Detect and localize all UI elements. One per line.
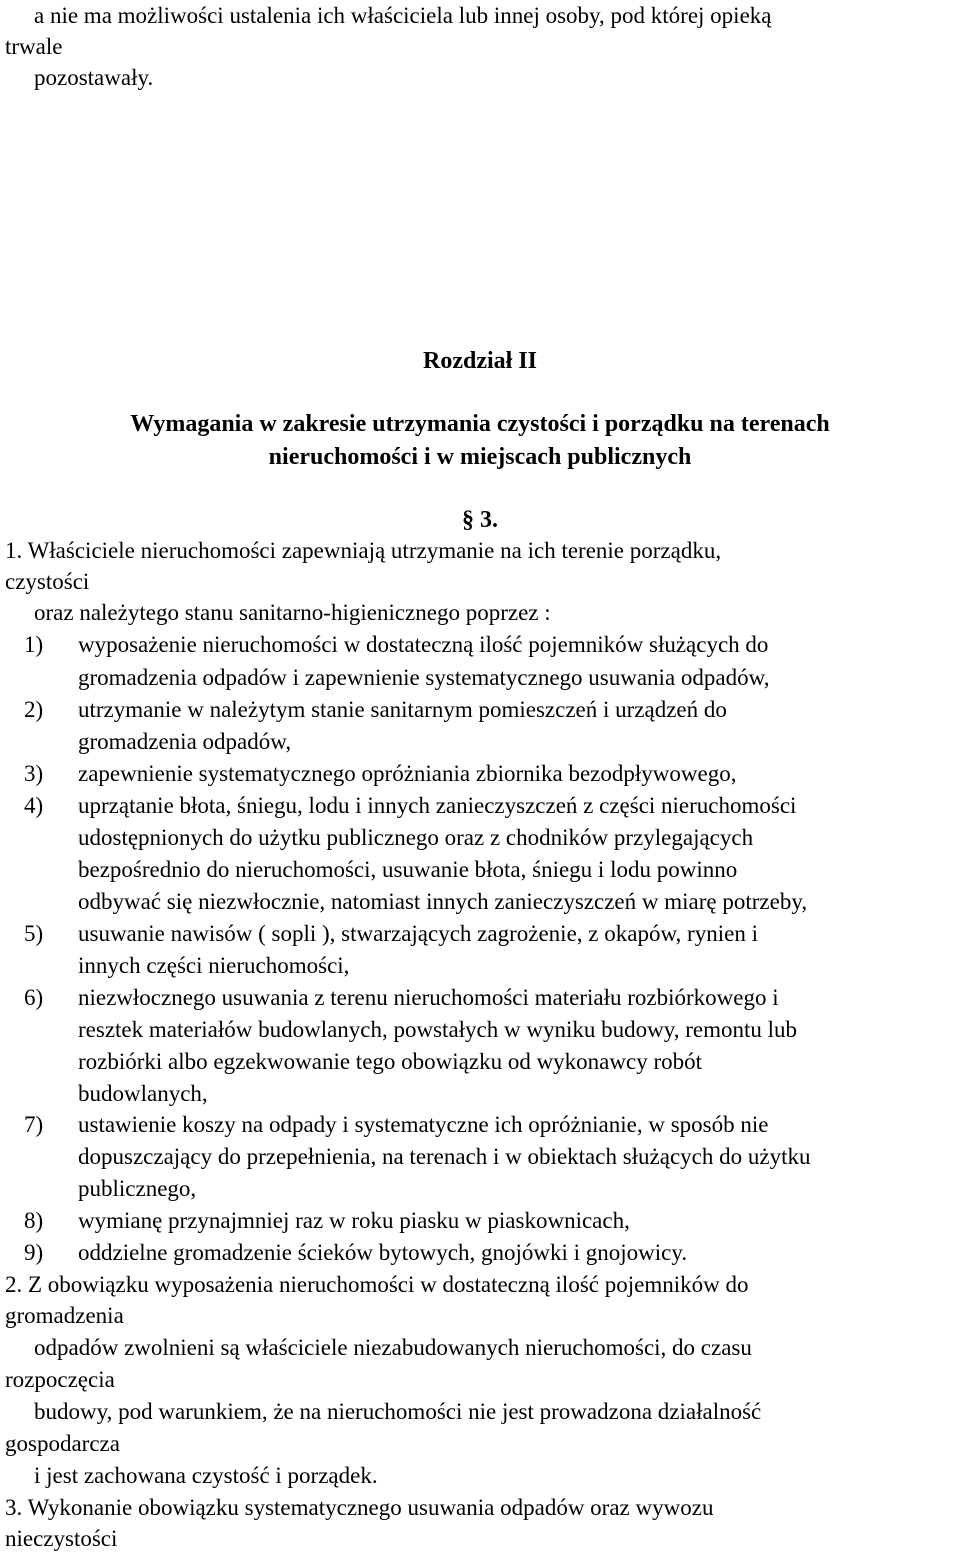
p1-line-2: czystości: [5, 569, 90, 594]
list-item-text: oddzielne gromadzenie ścieków bytowych, gnojówki i gnojowicy.: [78, 1240, 688, 1265]
list-item-number: 2): [24, 697, 44, 722]
chapter-subtitle-line-1: Wymagania w zakresie utrzymania czystości i porządku na terenach: [130, 411, 830, 437]
list-item-text: dopuszczający do przepełnienia, na terenach i w obiektach służących do użytku: [78, 1144, 811, 1169]
list-item-text: wymianę przynajmniej raz w roku piasku w piaskownicach,: [78, 1208, 630, 1233]
p2-line-4: rozpoczęcia: [5, 1367, 115, 1392]
list-item-text: wyposażenie nieruchomości w dostateczną ilość pojemników służących do: [78, 632, 769, 657]
list-item-number: 5): [24, 921, 44, 946]
p2-line-5: budowy, pod warunkiem, że na nieruchomości nie jest prowadzona działalność: [34, 1399, 762, 1424]
list-item-number: 8): [24, 1208, 44, 1233]
list-item-text: budowlanych,: [78, 1081, 208, 1106]
chapter-title: Rozdział II: [423, 348, 537, 374]
p3-line-1: 3. Wykonanie obowiązku systematycznego usuwania odpadów oraz wywozu: [5, 1495, 714, 1520]
list-item-text: gromadzenia odpadów,: [78, 729, 292, 754]
p2-line-6: gospodarcza: [5, 1431, 120, 1456]
list-item-text: utrzymanie w należytym stanie sanitarnym pomieszczeń i urządzeń do: [78, 697, 727, 722]
list-item-text: ustawienie koszy na odpady i systematyczne ich opróżnianie, w sposób nie: [78, 1112, 769, 1137]
list-item-number: 4): [24, 793, 44, 818]
intro-line-3: pozostawały.: [34, 65, 154, 90]
p2-line-7: i jest zachowana czystość i porządek.: [34, 1463, 378, 1488]
p2-line-3: odpadów zwolnieni są właściciele niezabudowanych nieruchomości, do czasu: [34, 1335, 752, 1360]
list-item-number: 1): [24, 632, 44, 657]
p1-line-1: 1. Właściciele nieruchomości zapewniają utrzymanie na ich terenie porządku,: [5, 538, 722, 563]
p2-line-1: 2. Z obowiązku wyposażenia nieruchomości w dostateczną ilość pojemników do: [5, 1272, 749, 1297]
list-item-text: innych części nieruchomości,: [78, 953, 350, 978]
list-item-text: gromadzenia odpadów i zapewnienie systematycznego usuwania odpadów,: [78, 665, 770, 690]
list-item-number: 7): [24, 1112, 44, 1137]
list-item-text: niezwłocznego usuwania z terenu nieruchomości materiału rozbiórkowego i: [78, 985, 779, 1010]
intro-line-2: trwale: [5, 34, 63, 59]
list-item-text: odbywać się niezwłocznie, natomiast innych zanieczyszczeń w miarę potrzeby,: [78, 889, 808, 914]
p2-line-2: gromadzenia: [5, 1303, 124, 1328]
p1-line-3: oraz należytego stanu sanitarno-higienicznego poprzez :: [34, 600, 551, 625]
list-item-number: 3): [24, 761, 44, 786]
list-item-number: 9): [24, 1240, 44, 1265]
section-number: § 3.: [462, 507, 498, 533]
list-item-text: uprzątanie błota, śniegu, lodu i innych zanieczyszczeń z części nieruchomości: [78, 793, 797, 818]
list-item-text: rozbiórki albo egzekwowanie tego obowiązku od wykonawcy robót: [78, 1049, 703, 1074]
list-item-text: bezpośrednio do nieruchomości, usuwanie błota, śniegu i lodu powinno: [78, 857, 738, 882]
list-item-text: zapewnienie systematycznego opróżniania zbiornika bezodpływowego,: [78, 761, 737, 786]
list-item-text: publicznego,: [78, 1176, 197, 1201]
intro-line-1: a nie ma możliwości ustalenia ich właściciela lub innej osoby, pod której opieką: [34, 3, 772, 28]
p3-line-2: nieczystości: [5, 1526, 118, 1551]
list-item-text: usuwanie nawisów ( sopli ), stwarzających zagrożenie, z okapów, rynien i: [78, 921, 758, 946]
list-item-number: 6): [24, 985, 44, 1010]
chapter-subtitle-line-2: nieruchomości i w miejscach publicznych: [268, 444, 692, 470]
list-item-text: udostępnionych do użytku publicznego oraz z chodników przylegających: [78, 825, 754, 850]
list-item-text: resztek materiałów budowlanych, powstałych w wyniku budowy, remontu lub: [78, 1017, 798, 1042]
